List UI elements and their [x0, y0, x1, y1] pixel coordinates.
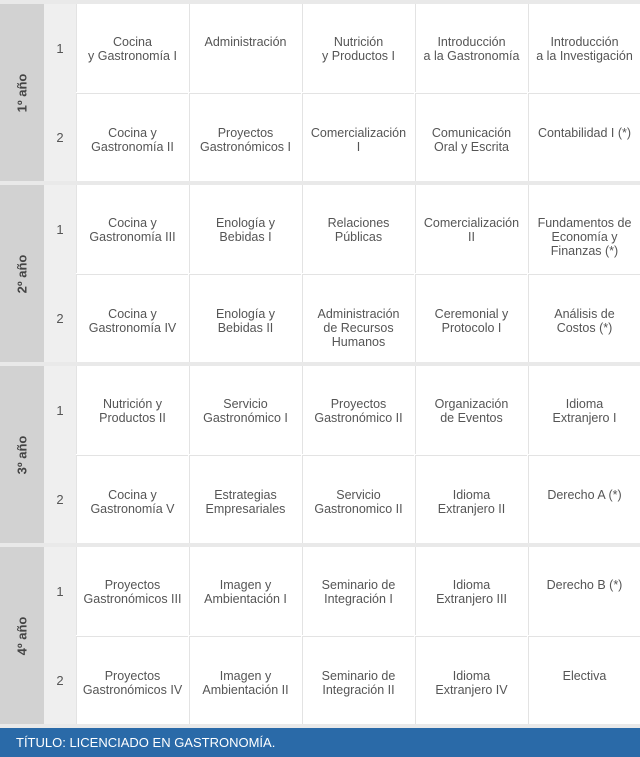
course-name: Idioma Extranjero I [552, 397, 617, 425]
course-cell [76, 185, 188, 273]
course-name: Estrategias Empresariales [205, 488, 286, 516]
semester-column [44, 547, 76, 724]
semester-number: 2 [56, 491, 64, 507]
course-cell [415, 636, 527, 724]
course-cell [528, 455, 640, 543]
course-cell [302, 4, 414, 92]
course-name: Seminario de Integración I [321, 578, 396, 606]
semester-number: 1 [56, 583, 64, 599]
degree-title-bar [0, 728, 640, 757]
course-name: Relaciones Públicas [327, 216, 390, 244]
course-name: Cocina y Gastronomía V [90, 488, 175, 516]
year-block-4 [0, 547, 640, 724]
course-cell [189, 274, 301, 362]
course-cell [302, 93, 414, 181]
course-name: Nutrición y Productos I [322, 35, 395, 63]
course-name: Administración [204, 35, 287, 49]
course-cell [528, 366, 640, 454]
year-label: 3º año [14, 435, 30, 474]
course-cell [302, 455, 414, 543]
course-name: Servicio Gastronomico II [314, 488, 403, 516]
semester-number: 1 [56, 221, 64, 237]
course-name: Proyectos Gastronómicos I [199, 126, 291, 154]
course-cell [302, 366, 414, 454]
year-label-cell [0, 366, 44, 543]
course-name: Cocina y Gastronomía III [89, 216, 176, 244]
course-cell [302, 274, 414, 362]
course-name: Servicio Gastronómico I [203, 397, 288, 425]
course-cell [415, 4, 527, 92]
course-cell [76, 366, 188, 454]
course-cell [189, 455, 301, 543]
year-label: 1º año [14, 73, 30, 112]
course-name: Introducción a la Gastronomía [423, 35, 520, 63]
year-label-cell [0, 4, 44, 181]
year-label-cell [0, 185, 44, 362]
course-cell [528, 636, 640, 724]
course-name: Idioma Extranjero II [437, 488, 506, 516]
course-name: Organización de Eventos [434, 397, 509, 425]
course-name: Cocina y Gastronomía I [88, 35, 177, 63]
course-cell [189, 366, 301, 454]
degree-title: TÍTULO: LICENCIADO EN GASTRONOMÍA. [16, 735, 276, 750]
course-cell [189, 547, 301, 635]
course-cell [76, 455, 188, 543]
year-block-1 [0, 4, 640, 181]
course-name: Comercialización II [423, 216, 520, 244]
course-cell [76, 547, 188, 635]
course-cell [302, 636, 414, 724]
course-cell [415, 93, 527, 181]
course-name: Proyectos Gastronómico II [314, 397, 403, 425]
semester-number: 2 [56, 672, 64, 688]
course-name: Comunicación Oral y Escrita [431, 126, 512, 154]
course-name: Idioma Extranjero III [436, 578, 507, 606]
course-name: Cocina y Gastronomía II [91, 126, 174, 154]
course-cell [528, 185, 640, 273]
semester-number: 2 [56, 310, 64, 326]
course-name: Introducción a la Investigación [536, 35, 633, 63]
course-cell [415, 274, 527, 362]
course-cell [528, 93, 640, 181]
year-label-cell [0, 547, 44, 724]
course-name: Seminario de Integración II [321, 669, 396, 697]
semester-number: 2 [56, 129, 64, 145]
course-name: Enología y Bebidas II [215, 307, 276, 335]
course-cell [415, 455, 527, 543]
course-cell [302, 547, 414, 635]
semester-number: 1 [56, 402, 64, 418]
course-cell [302, 185, 414, 273]
course-name: Nutrición y Productos II [99, 397, 166, 425]
course-name: Contabilidad I (*) [537, 126, 632, 140]
year-block-3 [0, 366, 640, 543]
course-name: Idioma Extranjero IV [435, 669, 508, 697]
course-cell [76, 274, 188, 362]
course-cell [76, 636, 188, 724]
course-cell [415, 185, 527, 273]
semester-number: 1 [56, 40, 64, 56]
course-name: Derecho A (*) [547, 488, 622, 502]
course-cell [189, 185, 301, 273]
course-name: Imagen y Ambientación II [202, 669, 289, 697]
course-name: Proyectos Gastronómicos III [83, 578, 182, 606]
semester-column [44, 4, 76, 181]
course-cell [415, 547, 527, 635]
course-cell [415, 366, 527, 454]
course-cell [189, 4, 301, 92]
course-name: Electiva [562, 669, 607, 683]
course-cell [189, 636, 301, 724]
course-cell [76, 4, 188, 92]
year-label: 2º año [14, 254, 30, 293]
course-cell [528, 547, 640, 635]
course-cell [528, 4, 640, 92]
semester-column [44, 366, 76, 543]
course-cell [189, 93, 301, 181]
course-name: Comercialización I [310, 126, 407, 154]
course-cell [528, 274, 640, 362]
course-name: Proyectos Gastronómicos IV [82, 669, 183, 697]
year-label: 4º año [14, 616, 30, 655]
course-name: Derecho B (*) [546, 578, 623, 592]
course-name: Cocina y Gastronomía IV [88, 307, 177, 335]
course-name: Enología y Bebidas I [215, 216, 276, 244]
course-cell [76, 93, 188, 181]
course-name: Fundamentos de Economía y Finanzas (*) [537, 216, 632, 258]
course-name: Administración de Recursos Humanos [317, 307, 400, 349]
semester-column [44, 185, 76, 362]
course-name: Imagen y Ambientación I [204, 578, 287, 606]
year-block-2 [0, 185, 640, 362]
course-name: Ceremonial y Protocolo I [434, 307, 509, 335]
course-name: Análisis de Costos (*) [554, 307, 615, 335]
